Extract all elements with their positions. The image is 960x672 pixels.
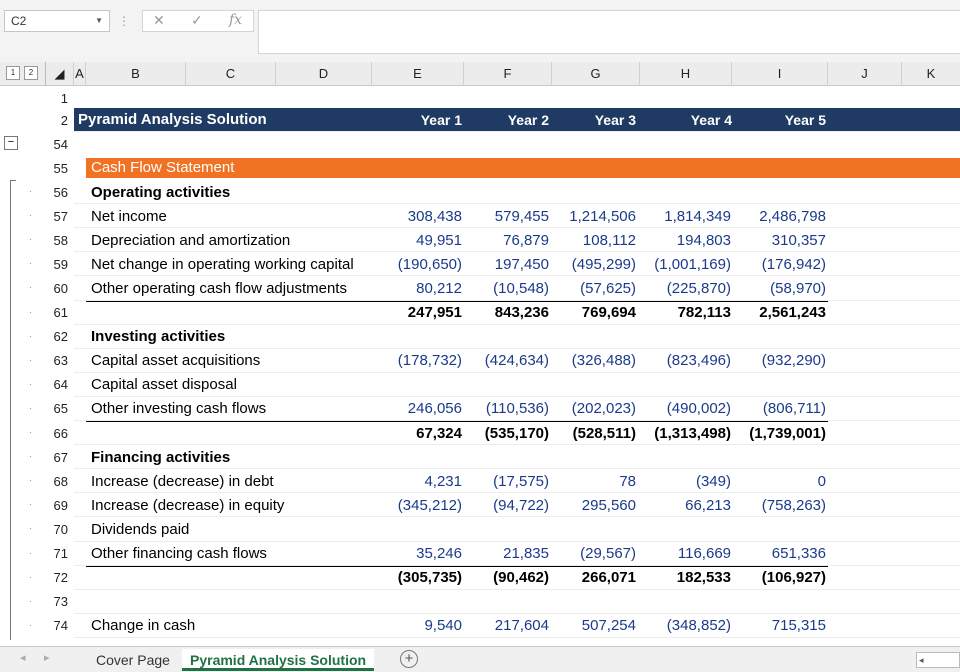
value-cell[interactable]: 246,056 bbox=[407, 400, 462, 418]
value-cell[interactable]: 116,669 bbox=[677, 545, 731, 563]
col-header-b[interactable]: B bbox=[86, 62, 186, 86]
value-cell[interactable]: 108,112 bbox=[582, 231, 636, 249]
outline-dot: · bbox=[29, 571, 32, 582]
value-cell[interactable]: (29,567) bbox=[580, 545, 636, 563]
table-row bbox=[0, 469, 960, 493]
outline-dot: · bbox=[29, 234, 32, 245]
outline-dot: · bbox=[29, 523, 32, 534]
outline-dot: · bbox=[29, 282, 32, 293]
table-row bbox=[0, 252, 960, 276]
value-cell[interactable]: (17,575) bbox=[493, 472, 549, 490]
row-number[interactable]: 1 bbox=[60, 90, 68, 106]
row-label[interactable]: Financing activities bbox=[91, 448, 231, 466]
chevron-down-icon[interactable]: ▼ bbox=[95, 16, 103, 25]
name-box-value: C2 bbox=[11, 14, 27, 28]
section-band bbox=[86, 158, 960, 178]
row-number[interactable]: 55 bbox=[53, 160, 68, 176]
outline-level-2-button[interactable]: 2 bbox=[24, 66, 38, 80]
value-cell[interactable]: (932,290) bbox=[761, 352, 826, 370]
col-header-h[interactable]: H bbox=[640, 62, 732, 86]
outline-dot: · bbox=[29, 547, 32, 558]
total-border bbox=[86, 301, 828, 302]
value-cell[interactable]: 76,879 bbox=[503, 231, 549, 249]
col-header-g[interactable]: G bbox=[552, 62, 640, 86]
value-cell[interactable]: (528,511) bbox=[572, 424, 636, 442]
outline-dot: · bbox=[29, 499, 32, 510]
row-label[interactable]: Net income bbox=[91, 207, 167, 225]
table-row bbox=[0, 204, 960, 228]
table-row bbox=[0, 421, 960, 445]
section-title: Cash Flow Statement bbox=[91, 159, 235, 176]
row-label[interactable]: Depreciation and amortization bbox=[91, 231, 291, 249]
outline-dot: · bbox=[29, 258, 32, 269]
outline-dot: · bbox=[29, 330, 32, 341]
value-cell[interactable]: (110,536) bbox=[485, 400, 549, 418]
value-cell[interactable]: 194,803 bbox=[676, 231, 731, 249]
outline-dot: · bbox=[29, 595, 32, 606]
row-number[interactable]: 54 bbox=[53, 136, 68, 152]
row-number[interactable]: 60 bbox=[53, 280, 68, 296]
header-row bbox=[0, 108, 960, 132]
table-row bbox=[0, 325, 960, 349]
value-cell[interactable]: (178,732) bbox=[397, 352, 462, 370]
sheet-tab-pyramid[interactable]: Pyramid Analysis Solution bbox=[182, 649, 374, 671]
total-border bbox=[86, 566, 828, 567]
next-sheet-icon[interactable]: ▸ bbox=[44, 652, 50, 664]
value-cell[interactable]: (345,212) bbox=[397, 496, 462, 514]
value-cell[interactable]: 782,113 bbox=[677, 304, 731, 322]
sheet-title: Pyramid Analysis Solution bbox=[78, 111, 267, 129]
row-cells[interactable] bbox=[74, 517, 960, 541]
function-icon[interactable]: fx bbox=[229, 12, 243, 28]
select-all-corner[interactable]: ◢ bbox=[46, 62, 74, 86]
value-cell[interactable]: 1,814,349 bbox=[664, 207, 731, 225]
horizontal-scrollbar[interactable] bbox=[916, 652, 960, 668]
value-cell[interactable]: 0 bbox=[817, 472, 826, 490]
value-cell[interactable]: 507,254 bbox=[581, 617, 636, 635]
value-cell[interactable]: 266,071 bbox=[581, 569, 636, 587]
row-number[interactable]: 62 bbox=[53, 329, 68, 345]
value-cell[interactable]: 715,315 bbox=[771, 617, 826, 635]
table-row bbox=[0, 445, 960, 469]
value-cell[interactable]: (58,970) bbox=[770, 279, 826, 297]
value-cell[interactable]: (1,313,498) bbox=[654, 424, 731, 442]
col-header-j[interactable]: J bbox=[828, 62, 902, 86]
value-cell[interactable]: (535,170) bbox=[484, 424, 549, 442]
value-cell[interactable]: (225,870) bbox=[666, 279, 731, 297]
row-number[interactable]: 56 bbox=[53, 184, 68, 200]
value-cell[interactable]: 2,486,798 bbox=[759, 207, 826, 225]
value-cell[interactable]: (10,548) bbox=[493, 279, 549, 297]
value-cell[interactable]: (806,711) bbox=[762, 400, 826, 418]
collapse-group-button[interactable]: − bbox=[4, 136, 18, 150]
row-number[interactable]: 64 bbox=[53, 377, 68, 393]
value-cell[interactable]: (490,002) bbox=[666, 400, 731, 418]
row-label[interactable]: Dividends paid bbox=[91, 520, 190, 538]
section-row bbox=[0, 156, 960, 180]
prev-sheet-icon[interactable]: ◂ bbox=[20, 652, 26, 664]
row-number[interactable]: 63 bbox=[53, 353, 68, 369]
value-cell[interactable]: 295,560 bbox=[581, 496, 636, 514]
year-header: Year 5 bbox=[784, 111, 826, 128]
value-cell[interactable]: 843,236 bbox=[494, 304, 549, 322]
table-row bbox=[0, 614, 960, 638]
value-cell[interactable]: (326,488) bbox=[571, 352, 636, 370]
row-cells[interactable] bbox=[74, 590, 960, 614]
outline-dot: · bbox=[29, 402, 32, 413]
value-cell[interactable]: (57,625) bbox=[580, 279, 636, 297]
table-row bbox=[0, 349, 960, 373]
row-number[interactable]: 68 bbox=[53, 473, 68, 489]
row-number[interactable]: 2 bbox=[60, 112, 68, 128]
outline-dot: · bbox=[29, 427, 32, 437]
value-cell[interactable]: (190,650) bbox=[397, 255, 462, 273]
table-row bbox=[0, 517, 960, 541]
year-header: Year 2 bbox=[507, 111, 549, 128]
value-cell[interactable]: 21,835 bbox=[503, 545, 549, 563]
sheet-row bbox=[0, 132, 960, 156]
table-row bbox=[0, 301, 960, 325]
name-box[interactable] bbox=[4, 10, 110, 32]
row-label[interactable]: Change in cash bbox=[91, 617, 196, 635]
more-options-icon[interactable]: ⋮ bbox=[118, 14, 130, 28]
row-number[interactable]: 66 bbox=[53, 425, 68, 441]
value-cell[interactable]: 769,694 bbox=[581, 304, 636, 322]
row-label[interactable]: Increase (decrease) in debt bbox=[91, 472, 274, 490]
value-cell[interactable]: 9,540 bbox=[424, 617, 462, 635]
sheet-tab-bar bbox=[0, 646, 960, 672]
row-label[interactable]: Capital asset acquisitions bbox=[91, 352, 261, 370]
col-header-a[interactable]: A bbox=[74, 62, 86, 86]
row-label[interactable]: Investing activities bbox=[91, 328, 226, 346]
value-cell[interactable]: 308,438 bbox=[407, 207, 462, 225]
add-sheet-icon[interactable]: + bbox=[400, 650, 418, 668]
outline-dot: · bbox=[29, 619, 32, 630]
total-border bbox=[86, 421, 828, 422]
table-row bbox=[0, 180, 960, 204]
cancel-icon[interactable]: ✕ bbox=[153, 12, 165, 28]
value-cell[interactable]: (424,634) bbox=[484, 352, 549, 370]
table-row bbox=[0, 493, 960, 517]
outline-dot: · bbox=[29, 354, 32, 365]
row-label[interactable]: Other operating cash flow adjustments bbox=[91, 279, 347, 297]
row-number[interactable]: 58 bbox=[53, 232, 68, 248]
row-number[interactable]: 71 bbox=[53, 546, 68, 562]
value-cell[interactable]: (1,001,169) bbox=[654, 255, 731, 273]
outline-dot: · bbox=[29, 306, 32, 317]
value-cell[interactable]: (348,852) bbox=[666, 617, 731, 635]
value-cell[interactable]: 78 bbox=[619, 472, 636, 490]
table-row bbox=[0, 373, 960, 397]
value-cell[interactable]: 2,561,243 bbox=[759, 304, 826, 322]
col-header-c[interactable]: C bbox=[186, 62, 276, 86]
value-cell[interactable]: (176,942) bbox=[761, 255, 826, 273]
row-number[interactable]: 70 bbox=[53, 521, 68, 537]
check-icon[interactable]: ✓ bbox=[191, 12, 203, 28]
outline-dot: · bbox=[29, 210, 32, 221]
value-cell[interactable]: 66,213 bbox=[685, 496, 731, 514]
table-row bbox=[0, 228, 960, 252]
row-label[interactable]: Other investing cash flows bbox=[91, 400, 267, 418]
col-header-d[interactable]: D bbox=[276, 62, 372, 86]
table-row bbox=[0, 566, 960, 590]
value-cell[interactable]: 182,533 bbox=[676, 569, 731, 587]
table-row bbox=[0, 397, 960, 421]
formula-bar bbox=[0, 0, 960, 62]
header-band bbox=[74, 108, 960, 132]
col-header-k[interactable]: K bbox=[926, 66, 936, 81]
value-cell[interactable]: 35,246 bbox=[416, 545, 462, 563]
table-row bbox=[0, 590, 960, 614]
value-cell[interactable]: (823,496) bbox=[666, 352, 731, 370]
formula-icons bbox=[142, 10, 254, 32]
value-cell[interactable]: 217,604 bbox=[494, 617, 549, 635]
sheet-tab-cover[interactable]: Cover Page bbox=[96, 652, 170, 668]
value-cell[interactable]: (495,299) bbox=[571, 255, 636, 273]
row-label[interactable]: Other financing cash flows bbox=[91, 545, 267, 563]
year-header: Year 1 bbox=[420, 111, 462, 128]
row-number[interactable]: 57 bbox=[53, 208, 68, 224]
row-number[interactable]: 69 bbox=[53, 497, 68, 513]
col-header-f[interactable]: F bbox=[464, 62, 552, 86]
row-number[interactable]: 74 bbox=[53, 618, 68, 634]
value-cell[interactable]: 197,450 bbox=[494, 255, 549, 273]
year-header: Year 3 bbox=[594, 111, 636, 128]
value-cell[interactable]: 4,231 bbox=[424, 472, 462, 490]
row-number[interactable]: 73 bbox=[53, 594, 68, 610]
table-row bbox=[0, 276, 960, 300]
row-number[interactable]: 61 bbox=[53, 305, 68, 321]
row-number[interactable]: 65 bbox=[53, 401, 68, 417]
row-label[interactable]: Net change in operating working capital bbox=[91, 255, 354, 273]
value-cell[interactable]: (349) bbox=[695, 472, 731, 490]
value-cell[interactable]: (305,735) bbox=[397, 569, 462, 587]
value-cell[interactable]: (94,722) bbox=[493, 496, 549, 514]
sheet-row bbox=[0, 86, 960, 110]
value-cell[interactable]: 67,324 bbox=[416, 424, 462, 442]
outline-dot: · bbox=[29, 475, 32, 486]
row-label[interactable]: Operating activities bbox=[91, 183, 231, 201]
value-cell[interactable]: (90,462) bbox=[493, 569, 549, 587]
value-cell[interactable]: 49,951 bbox=[416, 231, 462, 249]
scroll-left-icon[interactable]: ◂ bbox=[919, 655, 924, 665]
row-label[interactable]: Capital asset disposal bbox=[91, 376, 237, 394]
value-cell[interactable]: 310,357 bbox=[771, 231, 826, 249]
outline-dot: · bbox=[29, 451, 32, 462]
value-cell[interactable]: (202,023) bbox=[571, 400, 636, 418]
value-cell[interactable]: (1,739,001) bbox=[749, 424, 826, 442]
value-cell[interactable]: 1,214,506 bbox=[569, 207, 636, 225]
value-cell[interactable]: 247,951 bbox=[407, 304, 462, 322]
outline-dot: · bbox=[29, 378, 32, 389]
row-label[interactable]: Increase (decrease) in equity bbox=[91, 496, 285, 514]
value-cell[interactable]: 80,212 bbox=[416, 279, 462, 297]
row-number[interactable]: 59 bbox=[53, 256, 68, 272]
value-cell[interactable]: (758,263) bbox=[761, 496, 826, 514]
column-headers bbox=[0, 62, 960, 86]
col-header-i[interactable]: I bbox=[732, 62, 828, 86]
value-cell[interactable]: (106,927) bbox=[761, 569, 826, 587]
row-number[interactable]: 72 bbox=[53, 570, 68, 586]
outline-level-1-button[interactable]: 1 bbox=[6, 66, 20, 80]
row-number[interactable]: 67 bbox=[53, 449, 68, 465]
outline-dot: · bbox=[29, 186, 32, 196]
table-row bbox=[0, 542, 960, 566]
value-cell[interactable]: 579,455 bbox=[494, 207, 549, 225]
formula-input[interactable] bbox=[258, 10, 960, 54]
year-header: Year 4 bbox=[690, 111, 732, 128]
col-header-e[interactable]: E bbox=[372, 62, 464, 86]
value-cell[interactable]: 651,336 bbox=[771, 545, 826, 563]
